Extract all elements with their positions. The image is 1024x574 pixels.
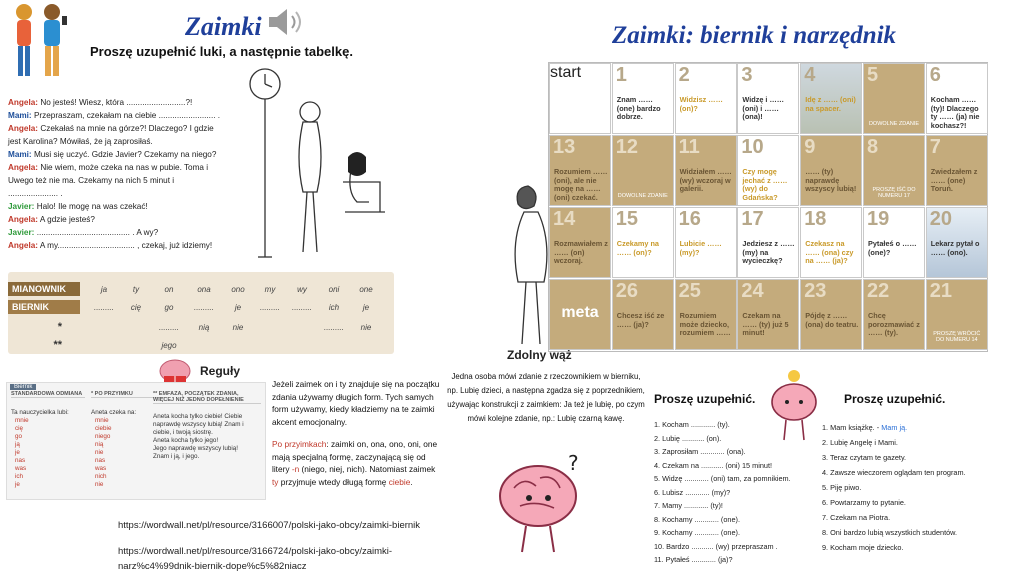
rules-column-item: nie — [95, 481, 104, 488]
exercise-2-first: 1. Mam książkę. - — [822, 423, 882, 432]
exercise-1-item: 6. Lubisz ............ (my)? — [654, 487, 731, 497]
pronoun-cell — [318, 341, 350, 350]
board-cell-21[interactable] — [926, 279, 988, 350]
board-cell-number: 1 — [615, 64, 627, 86]
pronoun-cell: oni — [328, 284, 340, 294]
dialogue-line — [8, 226, 223, 239]
rules-title: Reguły — [200, 364, 241, 378]
dialogue-text-line: Musi się uczyć. Gdzie Javier? Czekamy na niego? — [33, 150, 217, 159]
pronoun-cell — [254, 323, 286, 332]
board-cell-25[interactable] — [675, 279, 737, 350]
dialogue-text-line: No jesteś! Wiesz, która ..........................?! — [40, 98, 193, 107]
exercise-1-item: 11. Pytałeś ............ (ja)? — [654, 555, 733, 564]
board-cell-text: Pójdę z …… (ona) do teatru. — [805, 311, 859, 329]
pronoun-cell — [120, 341, 152, 350]
exercise-2-item: 8. Oni bardzo lubią wszystkich studentów. — [822, 528, 958, 537]
pronoun-row — [8, 282, 382, 296]
dialogue-speaker: Angela: — [8, 163, 39, 172]
wordwall-link-1[interactable]: https://wordwall.net/pl/resource/3166007/polski-jako-obcy/zaimki-biernik — [118, 520, 421, 531]
pronoun-cell: ja — [100, 284, 108, 294]
rules-text — [272, 378, 442, 488]
rules-column-item: ją — [15, 441, 20, 448]
board-cell-20[interactable] — [926, 207, 988, 278]
dialogue-line — [8, 148, 223, 161]
pronoun-cell: jego — [161, 340, 177, 350]
board-cell-text: Jedziesz z …… (my) na wycieczkę? — [742, 239, 795, 265]
wordwall-link-2-cont[interactable]: narz%c4%99dnik-biernik-dope%c5%82niacz — [118, 561, 307, 572]
dialogue-text-line: ......................................... . A wy? — [36, 228, 159, 237]
rules-column-intro: Aneta kocha tylko ciebie! Ciebie naprawdę wszyscy lubią! Znam i ciebie, i twoją siostrę. — [153, 413, 244, 436]
board-cell-4[interactable] — [800, 63, 862, 134]
rules-column-item: go — [15, 433, 23, 440]
board-cell-number: 7 — [929, 136, 941, 158]
dialogue-speaker: Mami: — [8, 111, 32, 120]
board-cell-number: 19 — [867, 208, 890, 230]
pronoun-cell: je — [234, 302, 242, 312]
exercise-2-title: Proszę uzupełnić. — [844, 392, 946, 406]
rules-p2-b: : zaimki on, ona, ono, oni, one mają specjalną formę, zaczynającą się od litery — [272, 439, 438, 474]
rules-column-item: Aneta kocha tylko jego! — [153, 437, 219, 444]
pronoun-cells — [88, 285, 382, 294]
board-cell-15[interactable] — [612, 207, 674, 278]
pronoun-table — [8, 272, 394, 354]
exercise-1-item: 9. Kochamy ............ (one). — [654, 528, 740, 537]
board-cell-8[interactable] — [863, 135, 925, 206]
board-cell-2[interactable] — [675, 63, 737, 134]
dialogue-speaker: Javier: — [8, 228, 35, 237]
pronoun-cell — [222, 341, 254, 350]
dialogue-line — [8, 161, 223, 200]
board-cell-text: Znam …… (one) bardzo dobrze. — [616, 95, 661, 121]
board-cell-number: 18 — [804, 208, 827, 230]
dialogue-text-line: Czekałaś na mnie na górze?! Dlaczego? I gdzie jest Karolina? Mówiłaś, że ją zaprosiłaś. — [8, 124, 214, 146]
board-cell-number: 8 — [867, 136, 879, 158]
board-cell-number: 23 — [804, 280, 827, 302]
board-cell-instruction: DOWOLNE ZDANIE — [617, 193, 668, 199]
board-cell-text: …… (ty) naprawdę wszyscy lubią! — [805, 167, 857, 193]
idea-brain-icon — [768, 368, 820, 444]
board-cell-11[interactable] — [675, 135, 737, 206]
rules-p2-f: przyjmuje wtedy długą formę — [278, 476, 389, 487]
rules-column-item: nią — [95, 441, 104, 448]
board-cell-6[interactable] — [926, 63, 988, 134]
exercise-2-item — [822, 420, 966, 435]
exercise-1-item: 8. Kochamy ............ (one). — [654, 514, 740, 524]
speaker-icon[interactable] — [265, 6, 305, 38]
rules-p2-g: ciebie — [388, 476, 411, 487]
board-cell-text: Widzisz …… (on)? — [679, 95, 723, 113]
pronoun-cell: my — [264, 284, 276, 294]
board-cell-12[interactable] — [612, 135, 674, 206]
dialogue-text-line: A my.................................. , czekaj, już idziemy! — [39, 241, 213, 250]
dialogue-speaker: Angela: — [8, 98, 39, 107]
rules-column-item: Jego naprawdę wszyscy lubią! — [153, 445, 239, 452]
svg-text:?: ? — [568, 451, 579, 475]
rules-p2-e: ty — [272, 476, 279, 487]
rules-column-item: Znam i ją, i jego. — [153, 453, 200, 460]
board-cell-number: 4 — [804, 64, 816, 86]
board-cell-text: Rozumiem …… (oni), ale nie mogę na …… (oni) czekać. — [554, 167, 608, 202]
rules-column — [11, 409, 83, 489]
rules-biernik-box — [6, 382, 266, 500]
pronoun-cell — [120, 323, 152, 332]
exercise-1-item: 4. Czekam na ........... (oni) 15 minut! — [654, 460, 773, 470]
board-cell-number: 16 — [678, 208, 701, 230]
pronoun-row-label: MIANOWNIK — [8, 282, 80, 296]
pronoun-cell: nią — [198, 322, 210, 332]
rules-column-item: niego — [95, 433, 111, 440]
rules-column-item: ich — [15, 473, 24, 480]
pronoun-cell: ono — [231, 284, 245, 294]
rules-column-intro: Ta nauczycielka lubi: — [11, 409, 69, 416]
board-cell-number: 13 — [553, 136, 576, 158]
rules-column-header: * PO PRZYIMKU — [91, 391, 165, 398]
board-cell-text: Kocham …… (ty)! Dlaczego ty …… (ja) nie kochasz?! — [930, 95, 980, 130]
dialogue-line — [8, 109, 223, 122]
pronoun-cell: ona — [197, 284, 211, 294]
pronoun-cell: nie — [232, 322, 244, 332]
rules-column-item: nas — [95, 457, 106, 464]
rules-column-item: mnie — [95, 417, 109, 424]
exercise-2-item: 6. Powtarzamy to pytanie. — [822, 498, 906, 507]
pronoun-cell: one — [359, 284, 373, 294]
exercise-2-list — [822, 420, 966, 555]
board-cell-number: 15 — [615, 208, 639, 230]
board-cell-instruction: PROSZĘ IŚĆ DO NUMERU 17 — [872, 187, 916, 199]
board-meta-label: meta — [561, 304, 599, 321]
exercise-2-item: 9. Kocham moje dziecko. — [822, 543, 904, 552]
page-title-left: Zaimki — [185, 12, 262, 41]
board-cell-text: Chcę porozmawiać z …… (ty). — [868, 311, 920, 337]
pronoun-cell: ......... — [93, 302, 114, 312]
exercise-2-item: 5. Piję piwo. — [822, 483, 862, 492]
exercise-1-item: 3. Zaprosiłam ............ (ona). — [654, 447, 746, 456]
board-cell-number: 9 — [804, 136, 816, 158]
board-cell-text: Widziałem …… (wy) wczoraj w galerii. — [679, 167, 732, 193]
pronoun-cell: nie — [360, 322, 372, 332]
pronoun-cell — [350, 341, 382, 350]
board-cell-instruction: PROSZĘ WRÓCIĆ DO NUMERU 14 — [933, 331, 981, 343]
board-cell-number: 12 — [615, 136, 639, 158]
board-cell-text: Lekarz pytał o …… (ono). — [930, 239, 980, 257]
rules-column-item: was — [95, 465, 107, 472]
pronoun-cells — [88, 323, 382, 332]
pronoun-row — [8, 338, 382, 352]
board-cell-number: 14 — [553, 208, 576, 230]
board-cell-22[interactable] — [863, 279, 925, 350]
board-cell-number: 17 — [741, 208, 764, 230]
pronoun-cell: go — [164, 302, 174, 312]
pronoun-row-label: * — [57, 321, 62, 333]
board-cell-16[interactable] — [675, 207, 737, 278]
pronoun-cell: wy — [297, 284, 307, 294]
dialogue-line — [8, 96, 223, 109]
exercise-2-item: 3. Teraz czytam te gazety. — [822, 453, 907, 462]
board-cell-text: Czekamy na …… (on)? — [616, 239, 659, 257]
board-cell-number: 24 — [741, 280, 764, 302]
board-cell-number: 3 — [741, 64, 753, 86]
dialogue-text-line: A gdzie jesteś? — [39, 215, 95, 224]
dialogue-line — [8, 122, 223, 148]
board-cell-start[interactable] — [549, 63, 611, 134]
board-cell-18[interactable] — [800, 207, 862, 278]
woman-phone-illustration — [500, 182, 570, 352]
pronoun-cell: ......... — [259, 302, 280, 312]
exercise-1-item: 1. Kocham ............ (ty). — [654, 420, 730, 429]
board-cell-text: Zwiedzałem z …… (one) Toruń. — [930, 167, 978, 193]
snake-title: Zdolny wąż — [507, 348, 572, 362]
pronoun-row-label: ** — [53, 339, 62, 351]
kids-illustration — [4, 2, 74, 84]
board-cell-text: Widzę i …… (oni) i …… (ona)! — [742, 95, 785, 121]
board-cell-3[interactable] — [737, 63, 799, 134]
exercise-1-item: 10. Bardzo ........... (wy) przepraszam . — [654, 541, 778, 551]
board-cell-26[interactable] — [612, 279, 674, 350]
board-cell-10[interactable] — [737, 135, 799, 206]
pronoun-cells — [88, 341, 382, 350]
rules-p2-c: -n — [291, 464, 300, 474]
rules-column-intro: Aneta czeka na: — [91, 409, 137, 416]
rules-paragraph-2 — [272, 438, 442, 488]
rules-column-item: nich — [95, 473, 107, 480]
board-cell-text: Lubicie …… (my)? — [679, 239, 722, 257]
pronoun-cell: ......... — [193, 302, 214, 312]
dialogue-text-line: Nie wiem, może czeka na nas w pubie. Toma i Uwego też nie ma. Czekamy na nich 5 minut i ...................... . — [8, 163, 209, 198]
exercise-2-example-answer: Mam ją. — [881, 423, 908, 432]
pronoun-cell — [254, 341, 286, 350]
dialogue-speaker: Angela: — [8, 215, 39, 224]
rules-column-header: ** EMFAZA, POCZĄTEK ZDANIA, WIĘCEJ NIŻ JEDNO DOPEŁNIENIE — [153, 391, 261, 404]
instruction-subtitle: Proszę uzupełnić luki, a następnie tabelkę. — [90, 44, 353, 59]
board-cell-text: Czy mogę jechać z …… (wy) do Gdańska? — [742, 167, 788, 202]
rules-paragraph-1: Jeżeli zaimek on i ty znajduje się na początku zdania używamy długich form. Tych samych form używamy, kiedy kładziemy na te zaimki akcent emocjonalny. — [272, 379, 440, 427]
wordwall-link-2[interactable]: https://wordwall.net/pl/resource/3166724/polski-jako-obcy/zaimki- — [118, 546, 393, 557]
exercise-1-title: Proszę uzupełnić. — [654, 392, 756, 406]
page-title-right: Zaimki: biernik i narzędnik — [612, 22, 897, 49]
rules-column-item: je — [15, 481, 20, 488]
dialogue-line — [8, 200, 223, 213]
rules-p2-h: . — [410, 476, 413, 487]
board-cell-number: 10 — [741, 136, 764, 158]
board-cell-text: Rozmawiałem z …… (on) wczoraj. — [554, 239, 608, 265]
board-cell-text: Czekam na …… (ty) już 5 minut! — [742, 311, 789, 337]
thinking-brain-icon — [496, 451, 588, 560]
snake-description: Jedna osoba mówi zdanie z rzeczownikiem w bierniku, np. Lubię dzieci, a następna zgadza się z poprzednikiem, używając konstrukcji z zaimkiem: Ja też je lubię, po czym mówi kolejne zdanie, np.: Lubię czarną kawę. — [447, 372, 645, 423]
pronoun-cell: on — [164, 284, 174, 294]
rules-p2-d: (niego, niej, nich). Natomiast zaimek — [299, 464, 436, 474]
rules-column-item: cię — [15, 425, 24, 432]
board-cell-number: 21 — [929, 280, 953, 302]
rules-column-item: ciebie — [95, 425, 112, 432]
dialogue-text-line: Halo! Ile mogę na was czekać! — [36, 202, 148, 211]
pronoun-cell: je — [362, 302, 370, 312]
board-game — [548, 62, 988, 352]
waiting-woman-illustration — [225, 62, 385, 262]
board-cell-text: Rozumiem może dziecko, rozumiem …… — [679, 311, 731, 337]
board-cell-19[interactable] — [863, 207, 925, 278]
board-cell-23[interactable] — [800, 279, 862, 350]
dialogue-line — [8, 213, 223, 226]
exercise-1-item: 5. Widzę ............ (oni) tam, za pomnikiem. — [654, 474, 791, 483]
rules-column-item: was — [15, 465, 27, 472]
board-cell-number: 6 — [929, 64, 941, 86]
board-cell-number: 22 — [867, 280, 890, 302]
board-cell-1[interactable] — [612, 63, 674, 134]
pronoun-cell — [88, 323, 120, 332]
rules-column-item: mnie — [15, 417, 29, 424]
board-cell-number: 26 — [615, 280, 639, 302]
rules-box-label: Biernik — [10, 384, 36, 390]
dialogue-speaker: Angela: — [8, 241, 39, 250]
pronoun-cell — [286, 323, 318, 332]
board-start-label: start — [550, 64, 582, 81]
board-cell-text: Chcesz iść ze …… (ja)? — [616, 311, 665, 329]
board-cell-instruction: DOWOLNE ZDANIE — [868, 121, 920, 127]
board-cell-number: 20 — [929, 208, 953, 230]
pronoun-row-label: BIERNIK — [8, 300, 80, 314]
exercise-2-item: 2. Lubię Angelę i Mami. — [822, 438, 898, 447]
pronoun-row — [8, 320, 382, 334]
board-cell-17[interactable] — [737, 207, 799, 278]
board-cell-5[interactable] — [863, 63, 925, 134]
pronoun-cell: cię — [130, 302, 142, 312]
dialogue-line — [8, 239, 223, 252]
pronoun-cell: ......... — [291, 302, 312, 312]
rules-p2-a: Po przyimkach — [272, 439, 327, 449]
board-cell-number: 5 — [867, 64, 879, 86]
exercise-2-item: 4. Zawsze wieczorem oglądam ten program. — [822, 468, 966, 477]
exercise-1-item: 7. Mamy ............ (ty)! — [654, 501, 723, 510]
pronoun-cell: ......... — [323, 322, 344, 332]
dialogue-speaker: Mami: — [8, 150, 32, 159]
pronoun-cell: ty — [132, 284, 140, 294]
board-cell-text: Czekasz na …… (ona) czy na …… (ja)? — [805, 239, 854, 265]
board-cell-9[interactable] — [800, 135, 862, 206]
board-cell-text: Idę z …… (oni) na spacer. — [805, 95, 856, 113]
dialogue-speaker: Javier: — [8, 202, 35, 211]
pronoun-cell — [186, 341, 222, 350]
pronoun-cell — [286, 341, 318, 350]
pronoun-row — [8, 300, 382, 314]
dialogue-text — [8, 96, 223, 252]
rules-column-item: nas — [15, 457, 26, 464]
exercise-2-item: 7. Czekam na Piotra. — [822, 513, 891, 522]
rules-column-header: STANDARDOWA ODMIANA — [11, 391, 85, 398]
rules-column-item: nie — [95, 449, 104, 456]
board-cell-24[interactable] — [737, 279, 799, 350]
dialogue-speaker: Angela: — [8, 124, 39, 133]
board-cell-7[interactable] — [926, 135, 988, 206]
pronoun-cells — [88, 303, 382, 312]
dialogue-text-line: Przepraszam, czekałam na ciebie ......................... . — [33, 111, 221, 120]
pronoun-cell — [88, 341, 120, 350]
board-cell-number: 25 — [678, 280, 701, 302]
pronoun-cell: ......... — [158, 322, 179, 332]
exercise-1-item: 2. Lubię ........... (on). — [654, 433, 722, 443]
board-cell-number: 11 — [678, 136, 700, 158]
board-cell-text: Pytałeś o …… (one)? — [868, 239, 917, 257]
rules-column-item: je — [15, 449, 20, 456]
board-cell-number: 2 — [678, 64, 690, 86]
rules-column — [153, 413, 261, 461]
pronoun-cell: ich — [328, 302, 340, 312]
